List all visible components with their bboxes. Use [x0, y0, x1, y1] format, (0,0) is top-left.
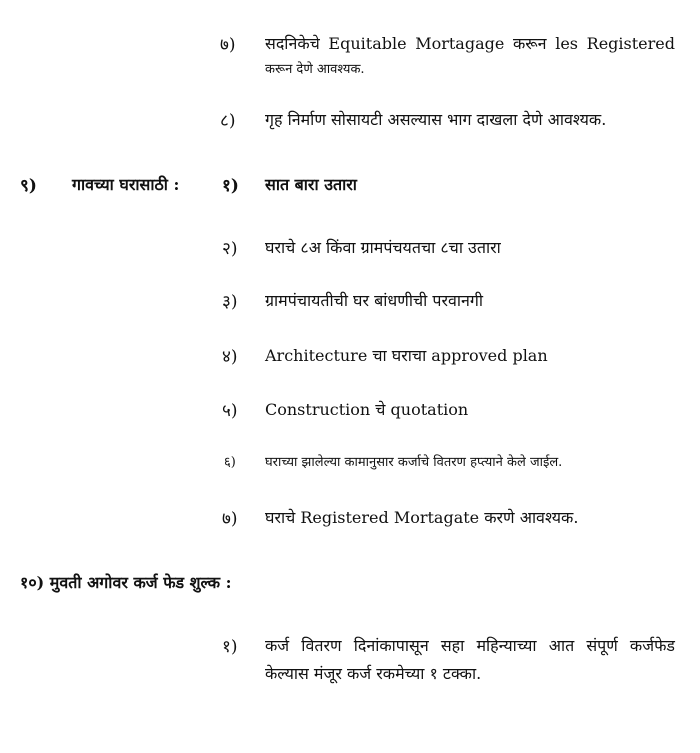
item-8-number: ८)	[220, 111, 236, 131]
section-9-item-5-text: Construction चे quotation	[265, 400, 469, 419]
section-9-item-6-number: ६)	[224, 455, 236, 470]
item-7-number: ७)	[220, 35, 236, 55]
section-10-title: १०) मुवती अगोवर कर्ज फेड शुल्क :	[20, 573, 232, 592]
section-9-item-7-text: घराचे Registered Mortagate करणे आवश्यक.	[265, 508, 579, 527]
section-9-item-1-text: सात बारा उतारा	[265, 175, 357, 194]
section-10-item-1-line2: केल्यास मंजूर कर्ज रकमेच्या १ टक्का.	[265, 664, 482, 683]
item-7-text-line2: करून देणे आवश्यक.	[265, 62, 365, 77]
section-9-item-3-text: ग्रामपंचायतीची घर बांधणीची परवानगी	[265, 291, 484, 310]
section-9-item-3-number: ३)	[222, 292, 238, 312]
section-9-item-2-number: २)	[222, 239, 238, 259]
section-9-title: गावच्या घरासाठी :	[72, 175, 180, 194]
section-9-number: ९)	[20, 176, 37, 196]
section-9-item-6-text: घराच्या झालेल्या कामानुसार कर्जाचे वितरण हप्त्याने केले जाईल.	[265, 455, 563, 470]
section-9-item-4-text: Architecture चा घराचा approved plan	[265, 346, 548, 365]
item-8-text: गृह निर्माण सोसायटी असल्यास भाग दाखला देणे आवश्यक.	[265, 110, 607, 129]
section-9-item-5-number: ५)	[222, 401, 238, 421]
section-10-item-1-line1: कर्ज वितरण दिनांकापासून सहा महिन्याच्या आत संपूर्ण कर्जफेड	[265, 636, 675, 655]
section-9-item-2-text: घराचे ८अ किंवा ग्रामपंचयतचा ८चा उतारा	[265, 238, 501, 257]
section-10-item-1-number: १)	[222, 637, 238, 657]
item-7-text-line1: सदनिकेचे Equitable Mortagage करून les Registered	[265, 34, 675, 53]
section-9-item-7-number: ७)	[222, 509, 238, 529]
section-9-item-1-number: १)	[222, 176, 239, 196]
section-9-item-4-number: ४)	[222, 347, 238, 367]
